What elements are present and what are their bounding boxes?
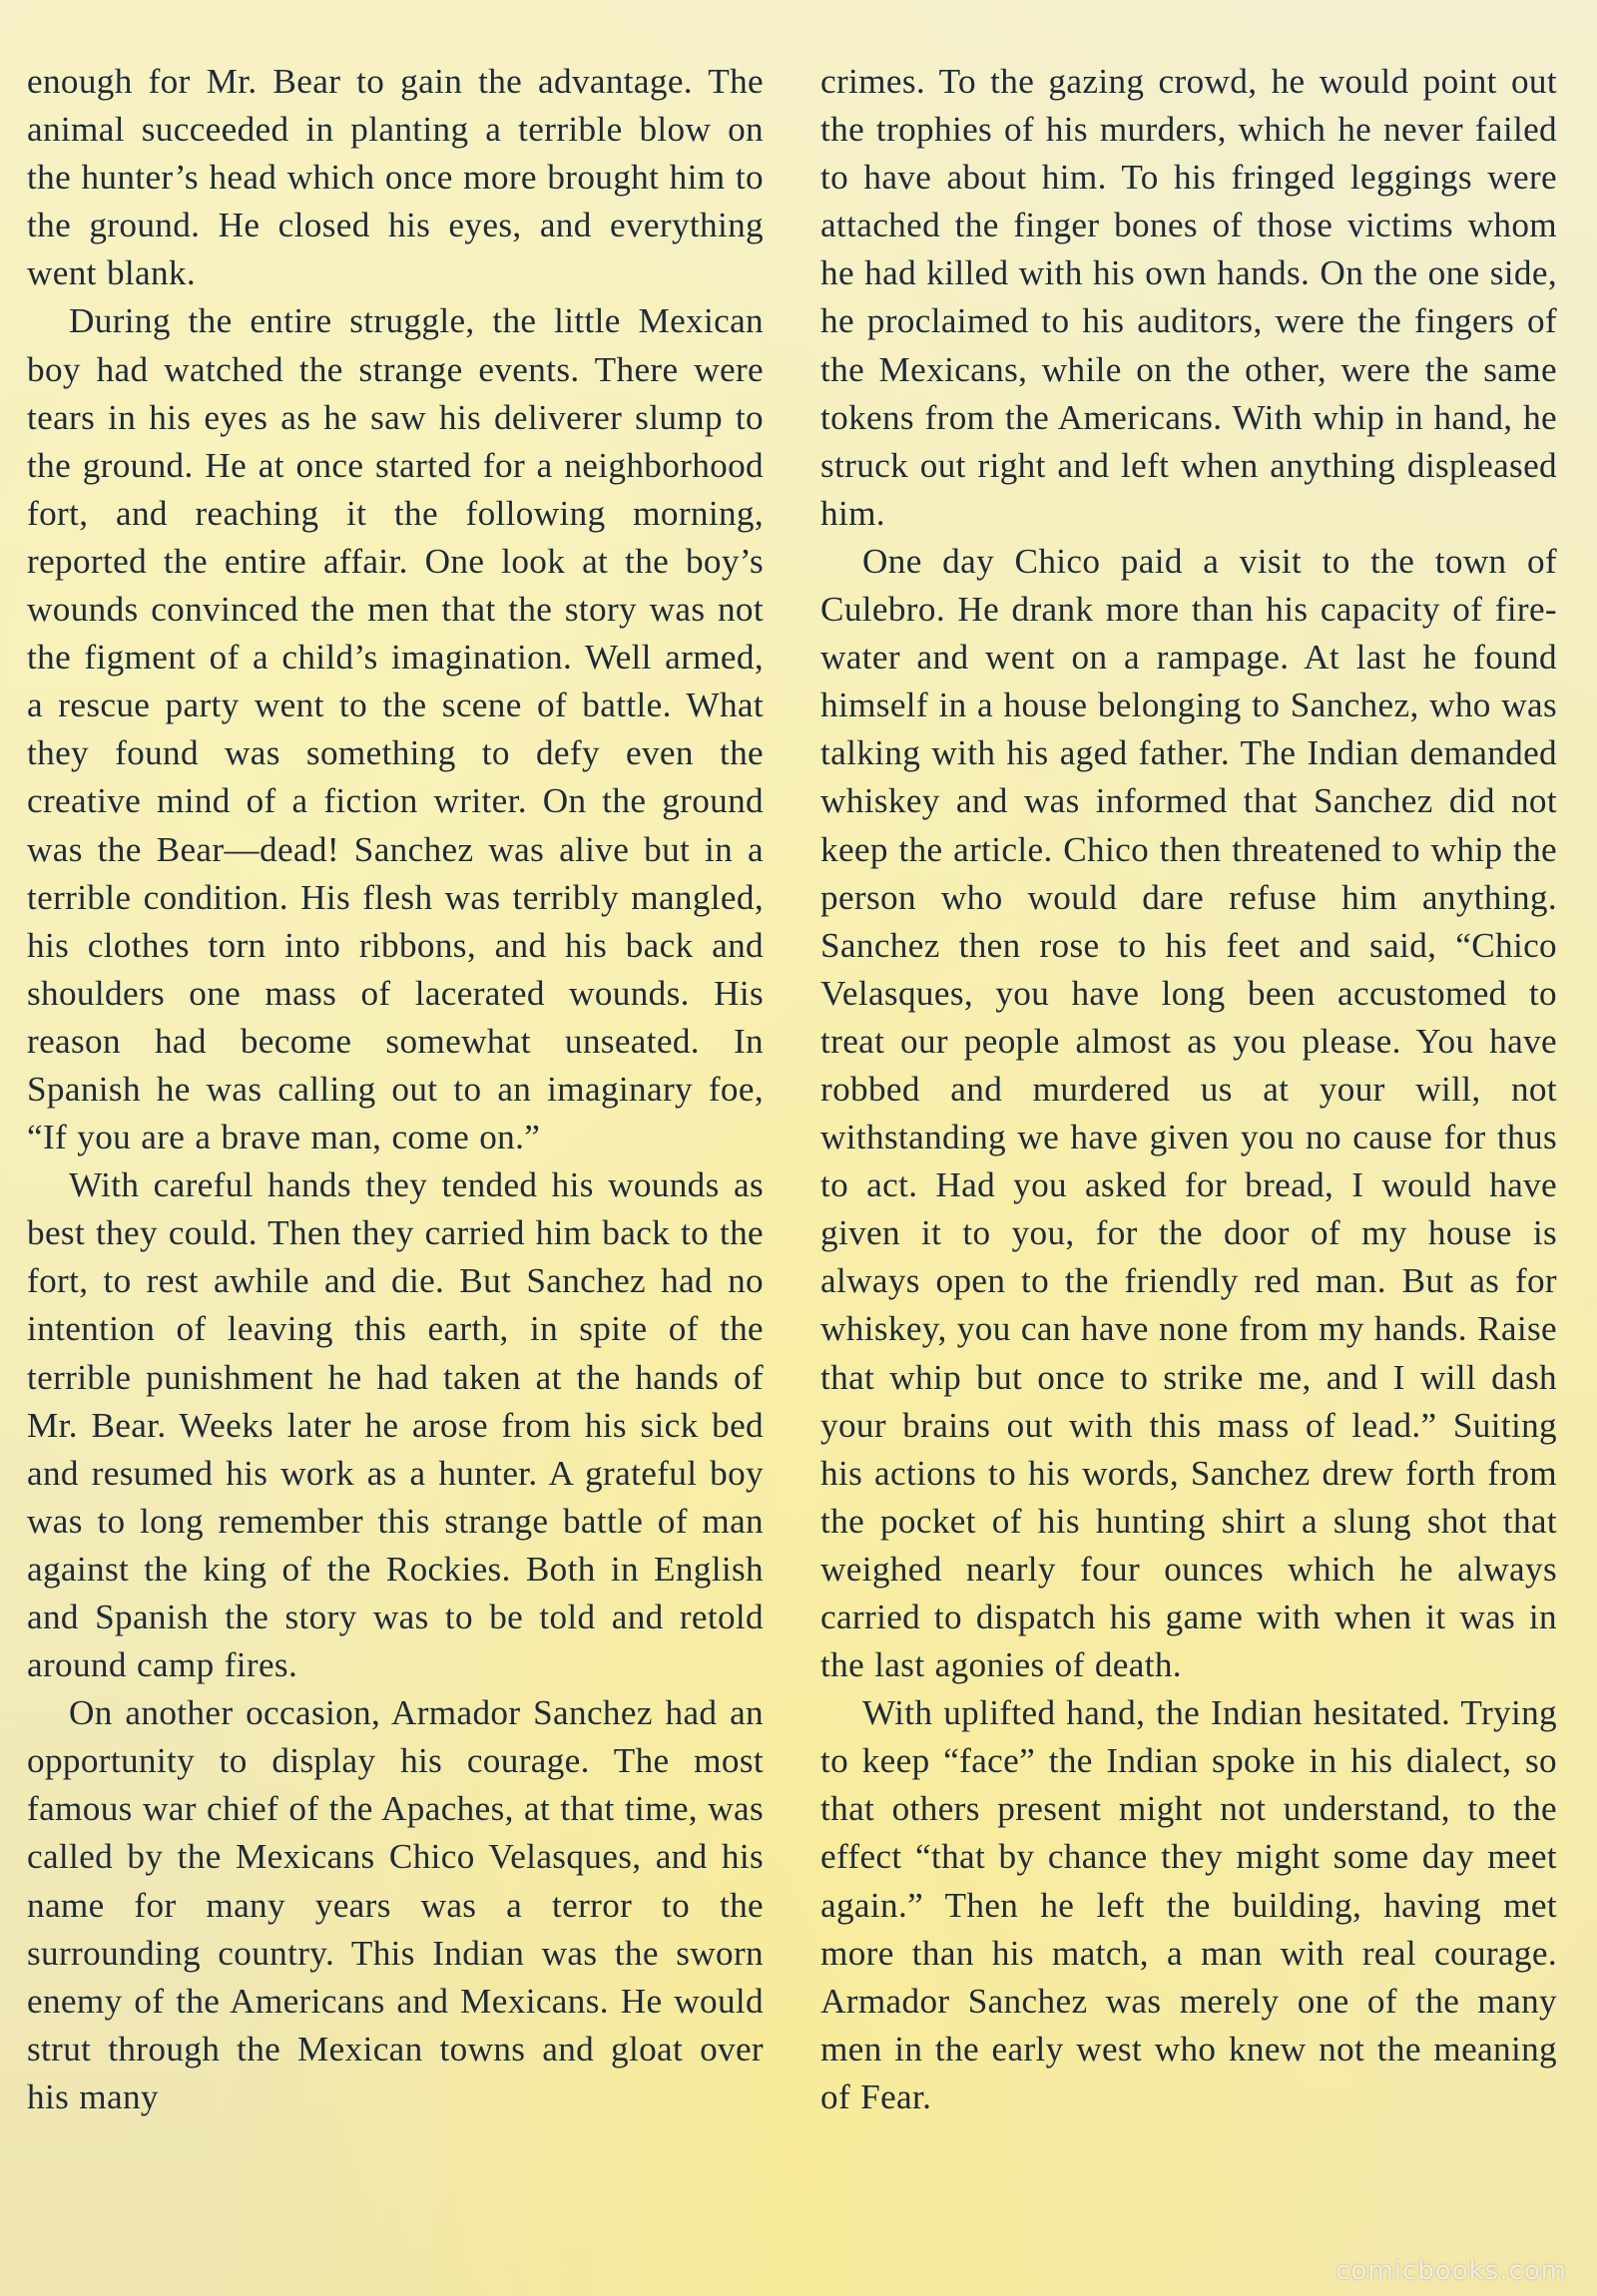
paragraph: crimes. To the gazing crowd, he would point out the trophies of his murders, which he never failed to have about him. To his fringed leggings were attached the finger bones of those victims whom he had killed with his own hands. On the one side, he proclaimed to his auditors, were the fingers of the Mexicans, while on the other, were the same tokens from the Americans. With whip in hand, he struck out right and left when anything displeased him. [820,62,1557,533]
right-text-column [820,58,1557,2121]
paragraph: enough for Mr. Bear to gain the advantage. The animal succeeded in planting a terrible blow on the hunter’s head which once more brought him to the ground. He closed his eyes, and everything went blank. [27,62,764,293]
paragraph: On another occasion, Armador Sanchez had an opportunity to display his courage. The most famous war chief of the Apaches, at that time, was called by the Mexicans Chico Velasques, and his name for many years was a terror to the surrounding country. This Indian was the sworn enemy of the Americans and Mexicans. He would strut through the Mexican towns and gloat over his many [27,1693,764,2116]
left-text-column [27,58,764,2121]
site-watermark: comicbooks.com [1335,2256,1567,2286]
paragraph: During the entire struggle, the little Mexican boy had watched the strange events. There were tears in his eyes as he saw his deliverer slump to the ground. He at once started for a neighborhood fort, and reaching it the following morning, reported the entire affair. One look at the boy’s wounds convinced the men that the story was not the figment of a child’s imagination. Well armed, a rescue party went to the scene of battle. What they found was something to defy even the creative mind of a fiction writer. On the ground was the Bear—dead! Sanchez was alive but in a terrible condition. His flesh was terribly mangled, his clothes torn into ribbons, and his back and shoulders one mass of lacerated wounds. His reason had become somewhat unseated. In Spanish he was calling out to an imaginary foe, “If you are a brave man, come on.” [27,301,764,1157]
paragraph: With careful hands they tended his wounds as best they could. Then they carried him back to the fort, to rest awhile and die. But Sanchez had no intention of leaving this earth, in spite of the terrible punishment he had taken at the hands of Mr. Bear. Weeks later he arose from his sick bed and resumed his work as a hunter. A grateful boy was to long remember this strange battle of man against the king of the Rockies. Both in English and Spanish the story was to be told and retold around camp fires. [27,1165,764,1685]
paragraph: With uplifted hand, the Indian hesitated. Trying to keep “face” the Indian spoke in his dialect, so that others present might not understand, to the effect “that by chance they might some day meet again.” Then he left the building, having met more than his match, a man with real courage. Armador Sanchez was merely one of the many men in the early west who knew not the meaning of Fear. [820,1693,1557,2116]
paragraph: One day Chico paid a visit to the town of Culebro. He drank more than his capacity of fire-water and went on a rampage. At last he found himself in a house belonging to Sanchez, who was talking with his aged father. The Indian demanded whiskey and was informed that Sanchez did not keep the article. Chico then threatened to whip the person who would dare refuse him anything. Sanchez then rose to his feet and said, “Chico Velasques, you have long been accustomed to treat our people almost as you please. You have robbed and murdered us at your will, not withstanding we have given you no cause for thus to act. Had you asked for bread, I would have given it to you, for the door of my house is always open to the friendly red man. But as for whiskey, you can have none from my hands. Raise that whip but once to strike me, and I will dash your brains out with this mass of lead.” Suiting his actions to his words, Sanchez drew forth from the pocket of his hunting shirt a slung shot that weighed nearly four ounces which he always carried to dispatch his game with when it was in the last agonies of death. [820,541,1557,1685]
